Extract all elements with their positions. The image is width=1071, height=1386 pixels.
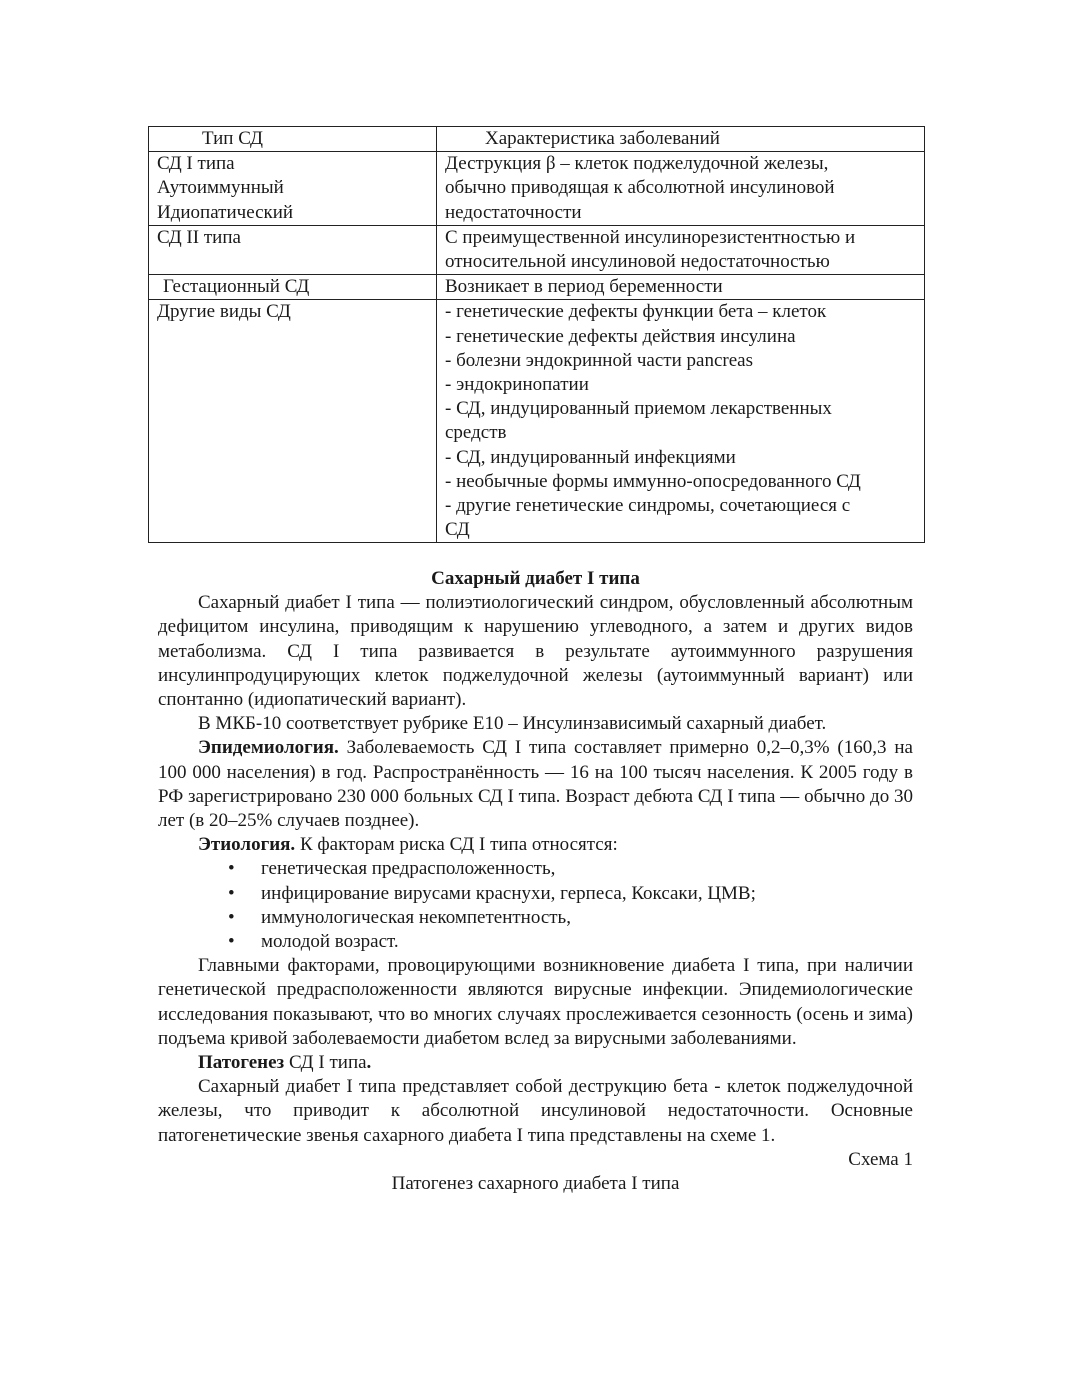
header-type: Тип СД [202,128,263,149]
body-text [158,567,913,1196]
cell-line: Идиопатический [157,201,294,223]
epidemiology-text: Заболеваемость СД I типа составляет примерно 0,2–0,3% (160,3 на 100 000 населения) в год. Распространённость — 16 на 100 тысяч населения. К 2005 году в РФ зарегистрировано 230 000 больных СД I типа. Возраст дебюта СД I типа — обычно до 30 лет (в 20–25% случаев позднее). [158,737,913,832]
table-cell-type [149,275,437,300]
table-row [149,225,925,274]
paragraph-etiology [158,833,913,857]
cell-line: Деструкция β – клеток поджелудочной железы, [445,153,829,175]
table-cell-type [149,300,437,543]
cell-line: СД [445,519,470,541]
pathogenesis-label: Патогенез [198,1052,285,1074]
list-item [158,930,913,954]
diabetes-classification-table [148,126,925,543]
list-item [158,857,913,881]
cell-line: - другие генетические синдромы, сочетающиеся с [445,495,851,517]
table-cell-description [437,275,925,300]
cell-line: относительной инсулиновой недостаточностью [445,251,830,273]
list-item [158,882,913,906]
table-row [149,300,925,543]
table-header-cell [149,127,437,152]
list-item-text: молодой возраст. [261,931,399,953]
list-item [158,906,913,930]
pathogenesis-dot: . [366,1052,372,1074]
cell-line: средств [445,422,507,444]
cell-line: Гестационный СД [163,276,310,298]
cell-line: Возникает в период беременности [445,276,723,298]
cell-line: - СД, индуцированный инфекциями [445,446,736,468]
paragraph-triggers: Главными факторами, провоцирующими возникновение диабета I типа, при наличии генетической предрасположенности являются вирусные инфекции. Эпидемиологические исследования показывают, что во многих случаях прослеживается сезонность (осень и зима) подъема кривой заболеваемости диабетом вслед за вирусными заболеваниями. [158,955,913,1049]
cell-line: СД I типа [157,153,235,175]
etiology-label: Этиология. [198,834,296,856]
table-cell-description [437,152,925,226]
cell-line: недостаточности [445,201,582,223]
pathogenesis-subject: СД I типа [284,1052,367,1074]
section-heading: Сахарный диабет I типа [431,568,640,589]
table-cell-type [149,152,437,226]
cell-line: - болезни эндокринной части pancreas [445,349,753,371]
cell-line: - генетические дефекты действия инсулина [445,325,796,347]
header-characteristics: Характеристика заболеваний [485,128,720,149]
cell-line: - генетические дефекты функции бета – клеток [445,301,827,323]
paragraph-epidemiology [158,736,913,833]
epidemiology-label: Эпидемиология. [198,737,339,759]
scheme-label: Схема 1 [848,1148,913,1170]
etiology-text: К факторам риска СД I типа относятся: [295,834,618,856]
table-row [149,275,925,300]
table-cell-type [149,225,437,274]
paragraph-pathogenesis: Сахарный диабет I типа представляет собой деструкцию бета - клеток поджелудочной железы, что приводит к абсолютной инсулиновой недостаточности. Основные патогенетические звенья сахарного диабета I типа представлены на схеме 1. [158,1076,913,1146]
paragraph-pathogenesis-title [158,1051,913,1075]
table-cell-description [437,225,925,274]
table-cell-description [437,300,925,543]
cell-line: С преимущественной инсулинорезистентностью и [445,226,856,248]
cell-line: СД II типа [157,226,241,248]
cell-line: Другие виды СД [157,301,291,323]
cell-line: - СД, индуцированный приемом лекарственных [445,398,832,420]
cell-line: - необычные формы иммунно-опосредованного СД [445,470,861,492]
cell-line: Аутоиммунный [157,177,284,199]
bullet-icon: • [228,931,235,953]
cell-line: - эндокринопатии [445,374,589,396]
risk-factors-list [158,857,913,954]
scheme-title: Патогенез сахарного диабета I типа [391,1173,680,1195]
bullet-icon: • [228,858,235,880]
paragraph-icd10: В МКБ-10 соответствует рубрике Е10 – Инсулинзависимый сахарный диабет. [198,713,827,735]
cell-line: обычно приводящая к абсолютной инсулиновой [445,177,835,199]
list-item-text: инфицирование вирусами краснухи, герпеса, Коксаки, ЦМВ; [261,882,756,904]
table-header-cell [437,127,925,152]
list-item-text: генетическая предрасположенность, [261,858,556,880]
list-item-text: иммунологическая некомпетентность, [261,906,571,928]
paragraph-definition: Сахарный диабет I типа — полиэтиологический синдром, обусловленный абсолютным дефицитом инсулина, приводящим к нарушению углеводного, а затем и других видов метаболизма. СД I типа развивается в результате аутоиммунного разрушения инсулинпродуцирующих клеток поджелудочной железы (аутоиммунный вариант) или спонтанно (идиопатический вариант). [158,592,913,711]
table-header-row [149,127,925,152]
bullet-icon: • [228,906,235,928]
table-row [149,152,925,226]
bullet-icon: • [228,882,235,904]
